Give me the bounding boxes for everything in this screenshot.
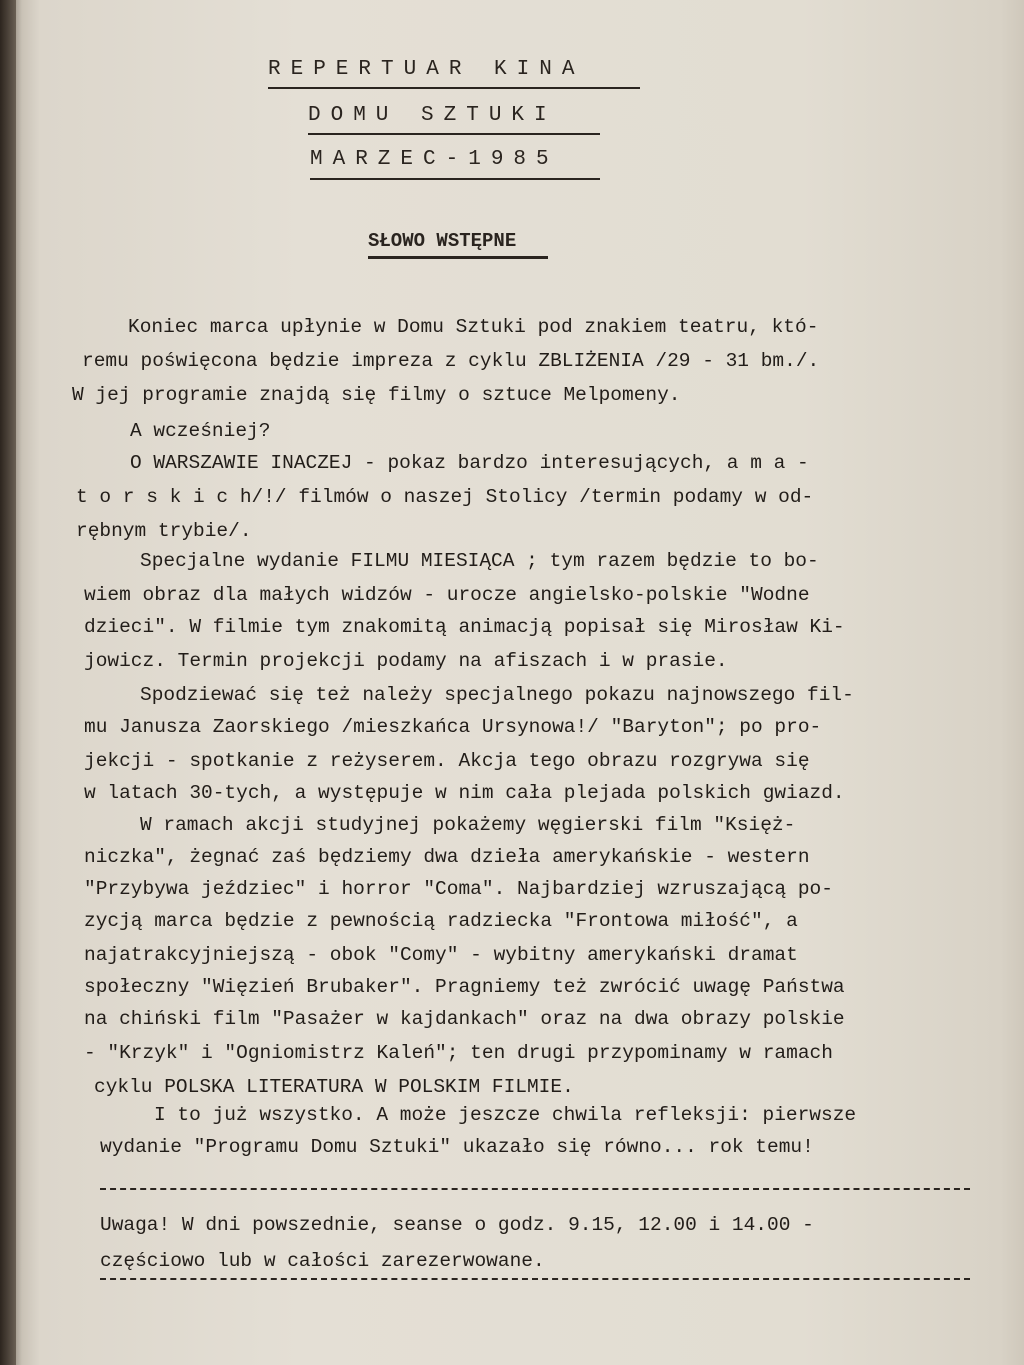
text-line: t o r s k i c h/!/ filmów o naszej Stolicy /termin podamy w od-	[76, 486, 814, 508]
text-line: jowicz. Termin projekcji podamy na afiszach i w prasie.	[84, 650, 728, 672]
text-line: cyklu POLSKA LITERATURA W POLSKIM FILMIE.	[94, 1076, 574, 1098]
text-line: Specjalne wydanie FILMU MIESIĄCA ; tym razem będzie to bo-	[140, 550, 819, 572]
page-binding-edge	[0, 0, 16, 1365]
header-title-line-3: MARZEC-1985	[310, 148, 559, 171]
text-line: najatrakcyjniejszą - obok "Comy" - wybitny amerykański dramat	[84, 944, 798, 966]
header-underline-2	[308, 133, 600, 135]
text-line: jekcji - spotkanie z reżyserem. Akcja tego obrazu rozgrywa się	[84, 750, 810, 772]
text-line: "Przybywa jeździec" i horror "Coma". Najbardziej wzruszającą po-	[84, 878, 833, 900]
text-line: w latach 30-tych, a występuje w nim cała plejada polskich gwiazd.	[84, 782, 845, 804]
text-line: O WARSZAWIE INACZEJ - pokaz bardzo interesujących, a m a -	[130, 452, 809, 474]
section-heading: SŁOWO WSTĘPNE	[368, 230, 517, 252]
text-line: na chiński film "Pasażer w kajdankach" oraz na dwa obrazy polskie	[84, 1008, 845, 1030]
text-line: społeczny "Więzień Brubaker". Pragniemy też zwrócić uwagę Państwa	[84, 976, 845, 998]
text-line: Spodziewać się też należy specjalnego pokazu najnowszego fil-	[140, 684, 854, 706]
separator-dashed-line	[100, 1188, 970, 1190]
header-title-line-1: REPERTUAR KINA	[268, 58, 585, 81]
text-line: zycją marca będzie z pewnością radziecka "Frontowa miłość", a	[84, 910, 798, 932]
header-title-line-2: DOMU SZTUKI	[308, 104, 557, 127]
text-line: mu Janusza Zaorskiego /mieszkańca Ursynowa!/ "Baryton"; po pro-	[84, 716, 822, 738]
header-underline-3	[310, 178, 600, 180]
text-line: niczka", żegnać zaś będziemy dwa dzieła amerykańskie - western	[84, 846, 810, 868]
text-line: wiem obraz dla małych widzów - urocze angielsko-polskie "Wodne	[84, 584, 810, 606]
footer-dashed-line	[100, 1278, 970, 1280]
text-line: Koniec marca upłynie w Domu Sztuki pod znakiem teatru, któ-	[128, 316, 819, 338]
text-line: dzieci". W filmie tym znakomitą animacją popisał się Mirosław Ki-	[84, 616, 845, 638]
text-line: rębnym trybie/.	[76, 520, 252, 542]
text-line: I to już wszystko. A może jeszcze chwila refleksji: pierwsze	[154, 1104, 857, 1126]
header-underline-1	[268, 87, 640, 89]
text-line: wydanie "Programu Domu Sztuki" ukazało się równo... rok temu!	[100, 1136, 814, 1158]
text-line: W ramach akcji studyjnej pokażemy węgierski film "Księż-	[140, 814, 796, 836]
notice-line: częściowo lub w całości zarezerwowane.	[100, 1250, 545, 1272]
text-line: - "Krzyk" i "Ogniomistrz Kaleń"; ten drugi przypominamy w ramach	[84, 1042, 833, 1064]
text-line: A wcześniej?	[130, 420, 271, 442]
notice-line: Uwaga! W dni powszednie, seanse o godz. 9.15, 12.00 i 14.00 -	[100, 1214, 814, 1236]
text-line: W jej programie znajdą się filmy o sztuce Melpomeny.	[72, 384, 681, 406]
text-line: remu poświęcona będzie impreza z cyklu ZBLIŻENIA /29 - 31 bm./.	[82, 350, 820, 372]
section-heading-underline	[368, 256, 548, 259]
